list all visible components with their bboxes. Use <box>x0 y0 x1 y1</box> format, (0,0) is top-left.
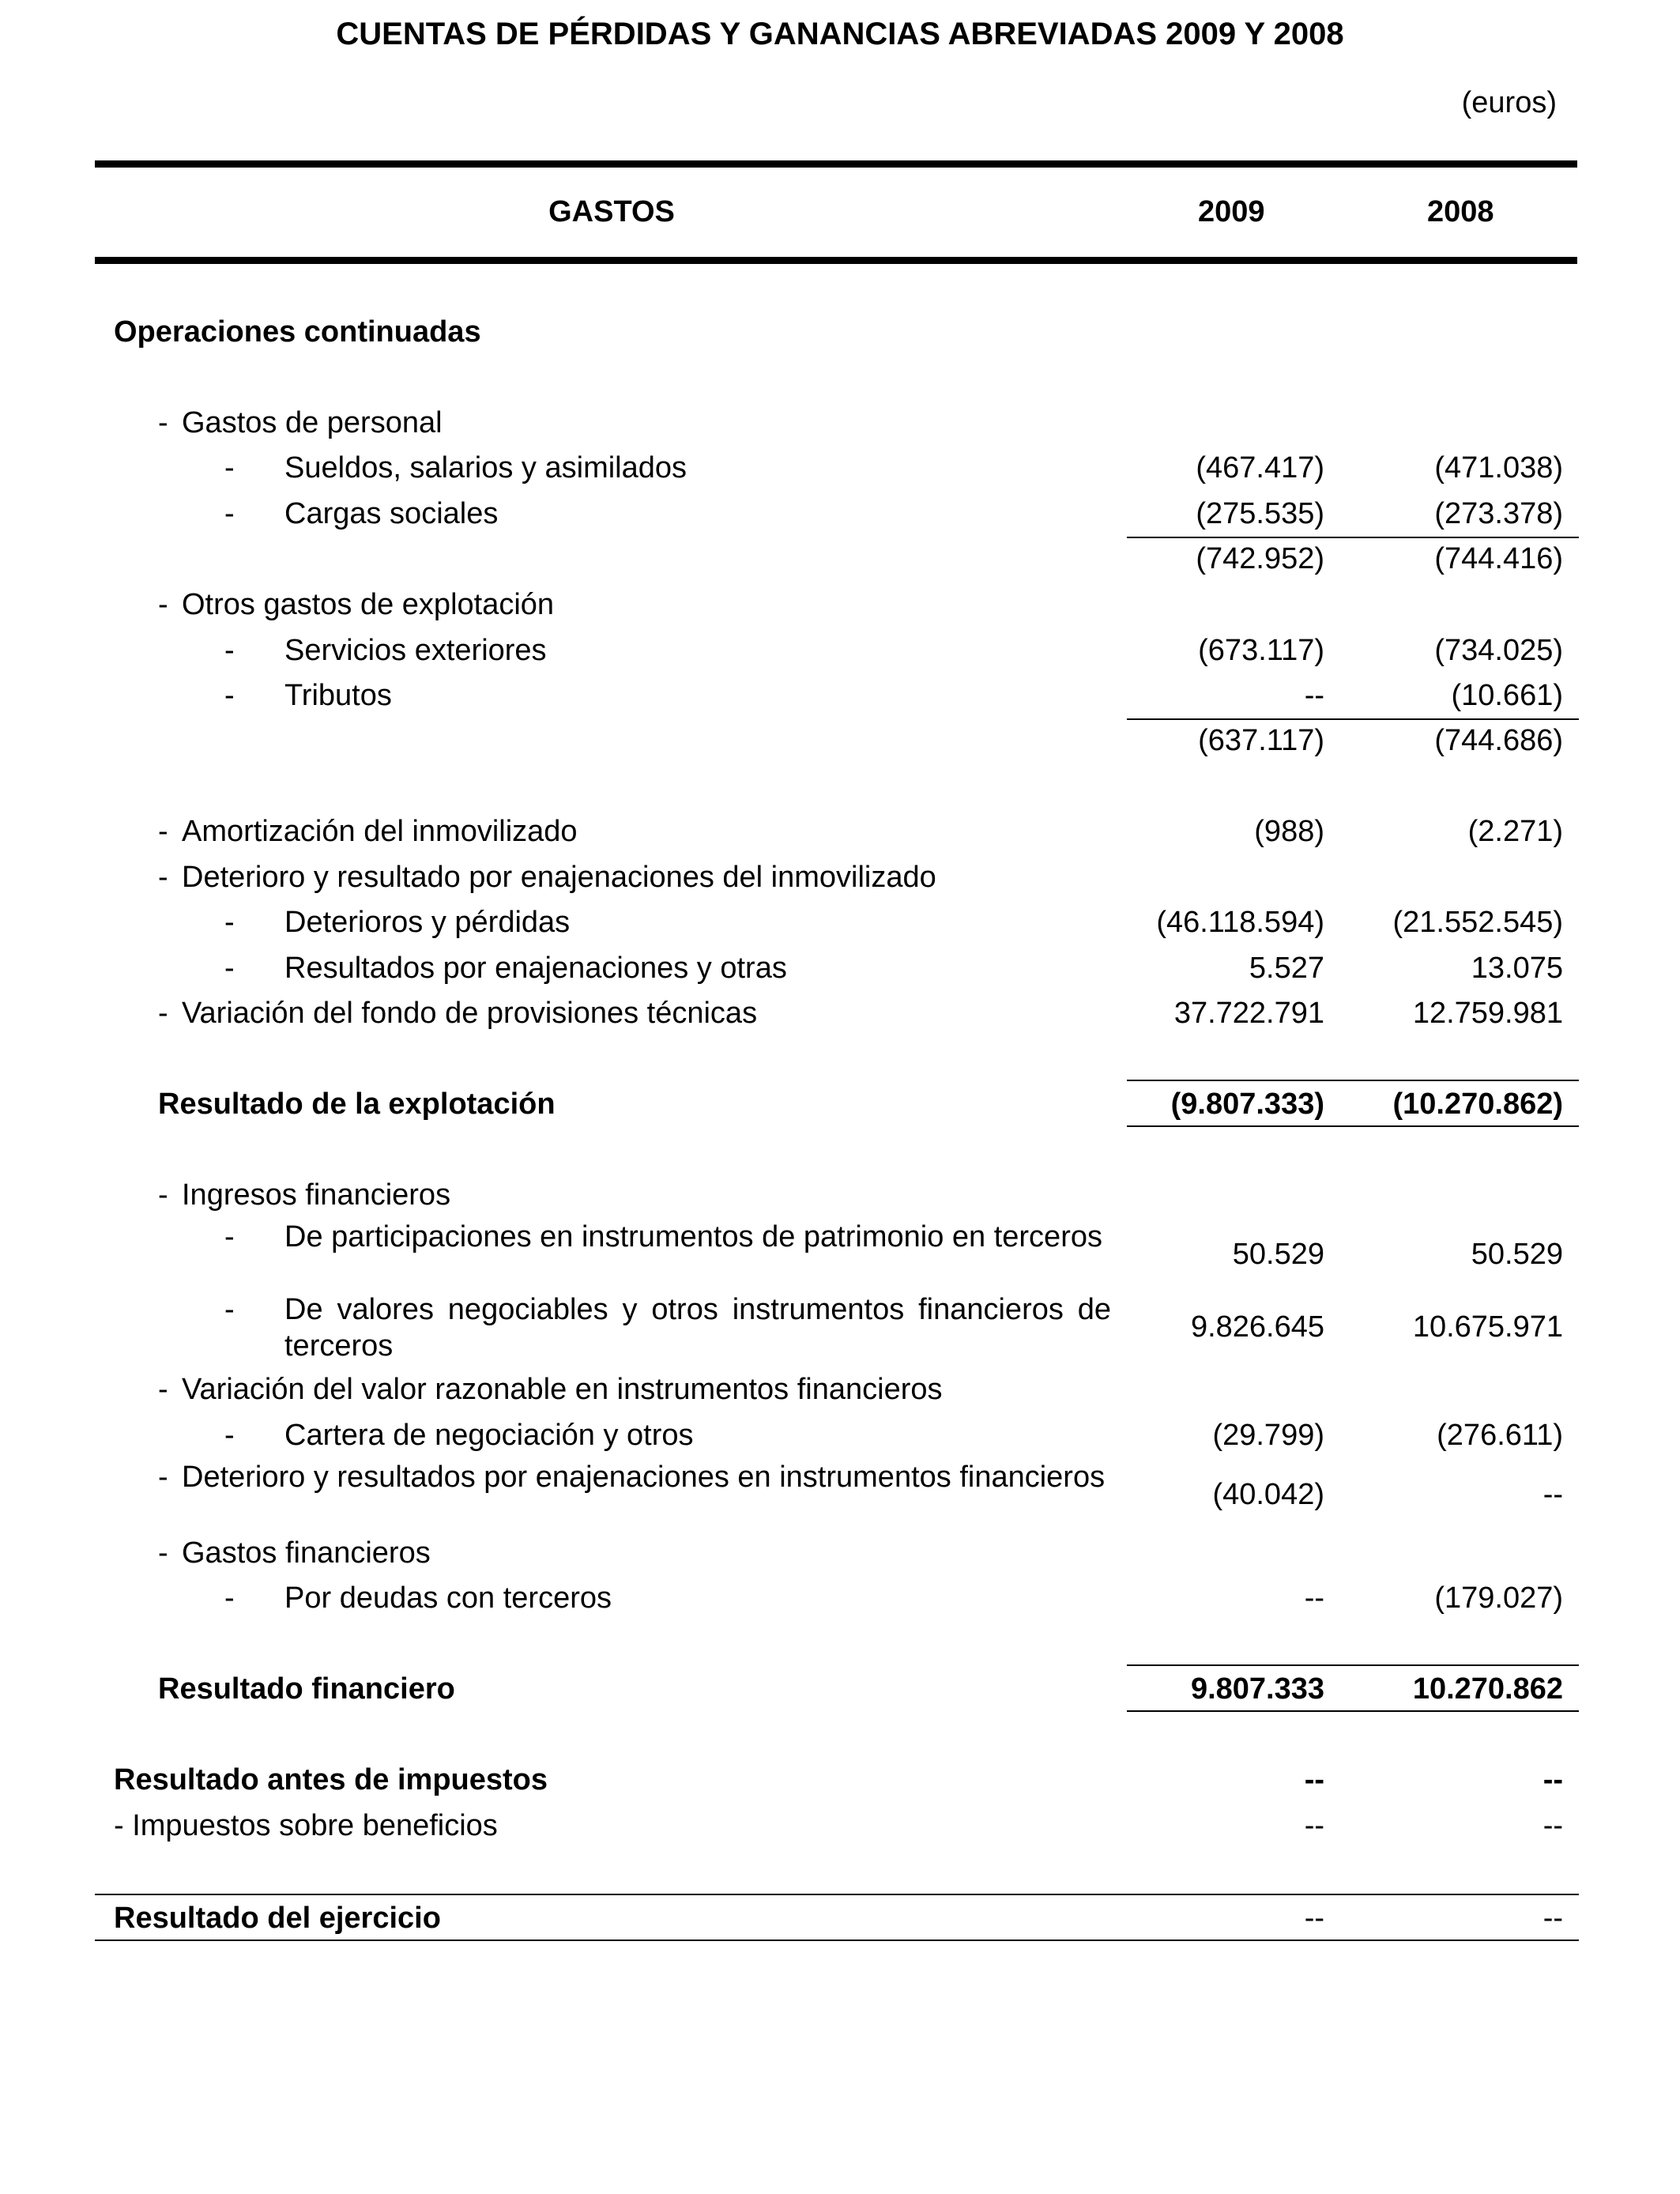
total-rule-top <box>1127 1664 1579 1666</box>
tributos-2009: -- <box>1304 679 1324 712</box>
servicios-2009: (673.117) <box>1198 634 1324 667</box>
gastos-personal-subtotal-2008: (744.416) <box>1434 542 1563 575</box>
bullet-dash: - <box>224 497 235 530</box>
valores-2009: 9.826.645 <box>1190 1310 1324 1344</box>
variacion-valor-label: Variación del valor razonable en instrumentos financieros <box>182 1373 943 1406</box>
resultado-financiero-label: Resultado financiero <box>158 1672 455 1706</box>
resultado-antes-2008: -- <box>1543 1763 1563 1796</box>
participaciones-2009: 50.529 <box>1232 1238 1324 1271</box>
bullet-dash: - <box>224 906 235 939</box>
resultado-antes-label: Resultado antes de impuestos <box>114 1763 548 1796</box>
bullet-dash: - <box>158 1178 168 1212</box>
impuestos-label: - Impuestos sobre beneficios <box>114 1809 498 1842</box>
header-bottom-rule <box>95 257 1577 264</box>
bullet-dash: - <box>158 861 168 894</box>
subtotal-rule <box>1127 718 1579 720</box>
cartera-2008: (276.611) <box>1437 1419 1563 1452</box>
bullet-dash: - <box>158 1373 168 1406</box>
tributos-2008: (10.661) <box>1451 679 1563 712</box>
operaciones-continuadas-label: Operaciones continuadas <box>114 315 481 349</box>
final-rule-top <box>95 1894 1579 1895</box>
resultados-enajenaciones-2008: 13.075 <box>1471 952 1563 985</box>
deudas-2008: (179.027) <box>1434 1581 1563 1615</box>
deterioro-fin-label: Deterioro y resultados por enajenaciones en instrumentos financieros <box>182 1461 1106 1494</box>
otros-gastos-label: Otros gastos de explotación <box>182 588 555 621</box>
gastos-fin-label: Gastos financieros <box>182 1536 431 1570</box>
resultado-antes-2009: -- <box>1304 1763 1324 1796</box>
bullet-dash: - <box>224 1581 235 1615</box>
resultado-financiero-2008: 10.270.862 <box>1412 1672 1563 1706</box>
servicios-2008: (734.025) <box>1434 634 1563 667</box>
gastos-personal-label: Gastos de personal <box>182 406 443 439</box>
bullet-dash: - <box>224 952 235 985</box>
valores-2008: 10.675.971 <box>1412 1310 1563 1344</box>
header-concept: GASTOS <box>548 195 675 228</box>
sueldos-label: Sueldos, salarios y asimilados <box>284 451 687 484</box>
impuestos-2008: -- <box>1543 1809 1563 1842</box>
participaciones-label: De participaciones en instrumentos de patrimonio en terceros <box>284 1220 1102 1253</box>
bullet-dash: - <box>224 634 235 667</box>
resultados-enajenaciones-2009: 5.527 <box>1249 952 1324 985</box>
valores-label: De valores negociables y otros instrumentos financieros de terceros <box>284 1293 1111 1363</box>
header-year-2009: 2009 <box>1198 195 1265 228</box>
total-rule-top <box>1127 1080 1579 1081</box>
bullet-dash: - <box>158 815 168 848</box>
gastos-personal-subtotal-2009: (742.952) <box>1196 542 1324 575</box>
bullet-dash: - <box>158 1461 168 1494</box>
cartera-2009: (29.799) <box>1212 1419 1324 1452</box>
deterioro-fin-2009: (40.042) <box>1212 1478 1324 1511</box>
variacion-fondo-2008: 12.759.981 <box>1412 997 1563 1030</box>
amortizacion-2008: (2.271) <box>1467 815 1563 848</box>
tributos-label: Tributos <box>284 679 392 712</box>
resultado-financiero-2009: 9.807.333 <box>1190 1672 1324 1706</box>
bullet-dash: - <box>158 588 168 621</box>
ingresos-fin-label: Ingresos financieros <box>182 1178 451 1212</box>
total-rule-bottom <box>1127 1710 1579 1712</box>
subtotal-rule <box>1127 537 1579 538</box>
deterioros-2009: (46.118.594) <box>1156 906 1324 939</box>
deterioro-fin-2008: -- <box>1543 1478 1563 1511</box>
sueldos-2009: (467.417) <box>1196 451 1324 484</box>
cartera-label: Cartera de negociación y otros <box>284 1419 694 1452</box>
resultados-enajenaciones-label: Resultados por enajenaciones y otras <box>284 952 787 985</box>
deterioro-inmov-label: Deterioro y resultado por enajenaciones del inmovilizado <box>182 861 936 894</box>
resultado-explotacion-label: Resultado de la explotación <box>158 1088 556 1121</box>
bullet-dash: - <box>224 1419 235 1452</box>
bullet-dash: - <box>224 451 235 484</box>
resultado-explotacion-2008: (10.270.862) <box>1392 1088 1563 1121</box>
bullet-dash: - <box>224 1220 235 1253</box>
cargas-2008: (273.378) <box>1434 497 1563 530</box>
amortizacion-2009: (988) <box>1254 815 1324 848</box>
currency-units: (euros) <box>1461 86 1557 119</box>
variacion-fondo-2009: 37.722.791 <box>1173 997 1324 1030</box>
deterioros-2008: (21.552.545) <box>1392 906 1563 939</box>
deudas-2009: -- <box>1304 1581 1324 1615</box>
impuestos-2009: -- <box>1304 1809 1324 1842</box>
bullet-dash: - <box>224 679 235 712</box>
variacion-fondo-label: Variación del fondo de provisiones técnicas <box>182 997 758 1030</box>
final-rule-bottom <box>95 1940 1579 1941</box>
servicios-label: Servicios exteriores <box>284 634 547 667</box>
page-title: CUENTAS DE PÉRDIDAS Y GANANCIAS ABREVIADAS 2009 Y 2008 <box>336 17 1344 51</box>
bullet-dash: - <box>158 997 168 1030</box>
resultado-ejercicio-2009: -- <box>1304 1902 1324 1935</box>
total-rule-bottom <box>1127 1125 1579 1127</box>
bullet-dash: - <box>224 1293 235 1326</box>
cargas-2009: (275.535) <box>1196 497 1324 530</box>
otros-gastos-subtotal-2008: (744.686) <box>1434 724 1563 757</box>
otros-gastos-subtotal-2009: (637.117) <box>1198 724 1324 757</box>
header-year-2008: 2008 <box>1427 195 1494 228</box>
resultado-ejercicio-label: Resultado del ejercicio <box>114 1902 441 1935</box>
header-top-rule <box>95 160 1577 168</box>
deudas-label: Por deudas con terceros <box>284 1581 612 1615</box>
amortizacion-label: Amortización del inmovilizado <box>182 815 578 848</box>
cargas-label: Cargas sociales <box>284 497 499 530</box>
deterioros-label: Deterioros y pérdidas <box>284 906 571 939</box>
sueldos-2008: (471.038) <box>1434 451 1563 484</box>
participaciones-2008: 50.529 <box>1471 1238 1563 1271</box>
resultado-explotacion-2009: (9.807.333) <box>1170 1088 1324 1121</box>
resultado-ejercicio-2008: -- <box>1543 1902 1563 1935</box>
bullet-dash: - <box>158 406 168 439</box>
bullet-dash: - <box>158 1536 168 1570</box>
